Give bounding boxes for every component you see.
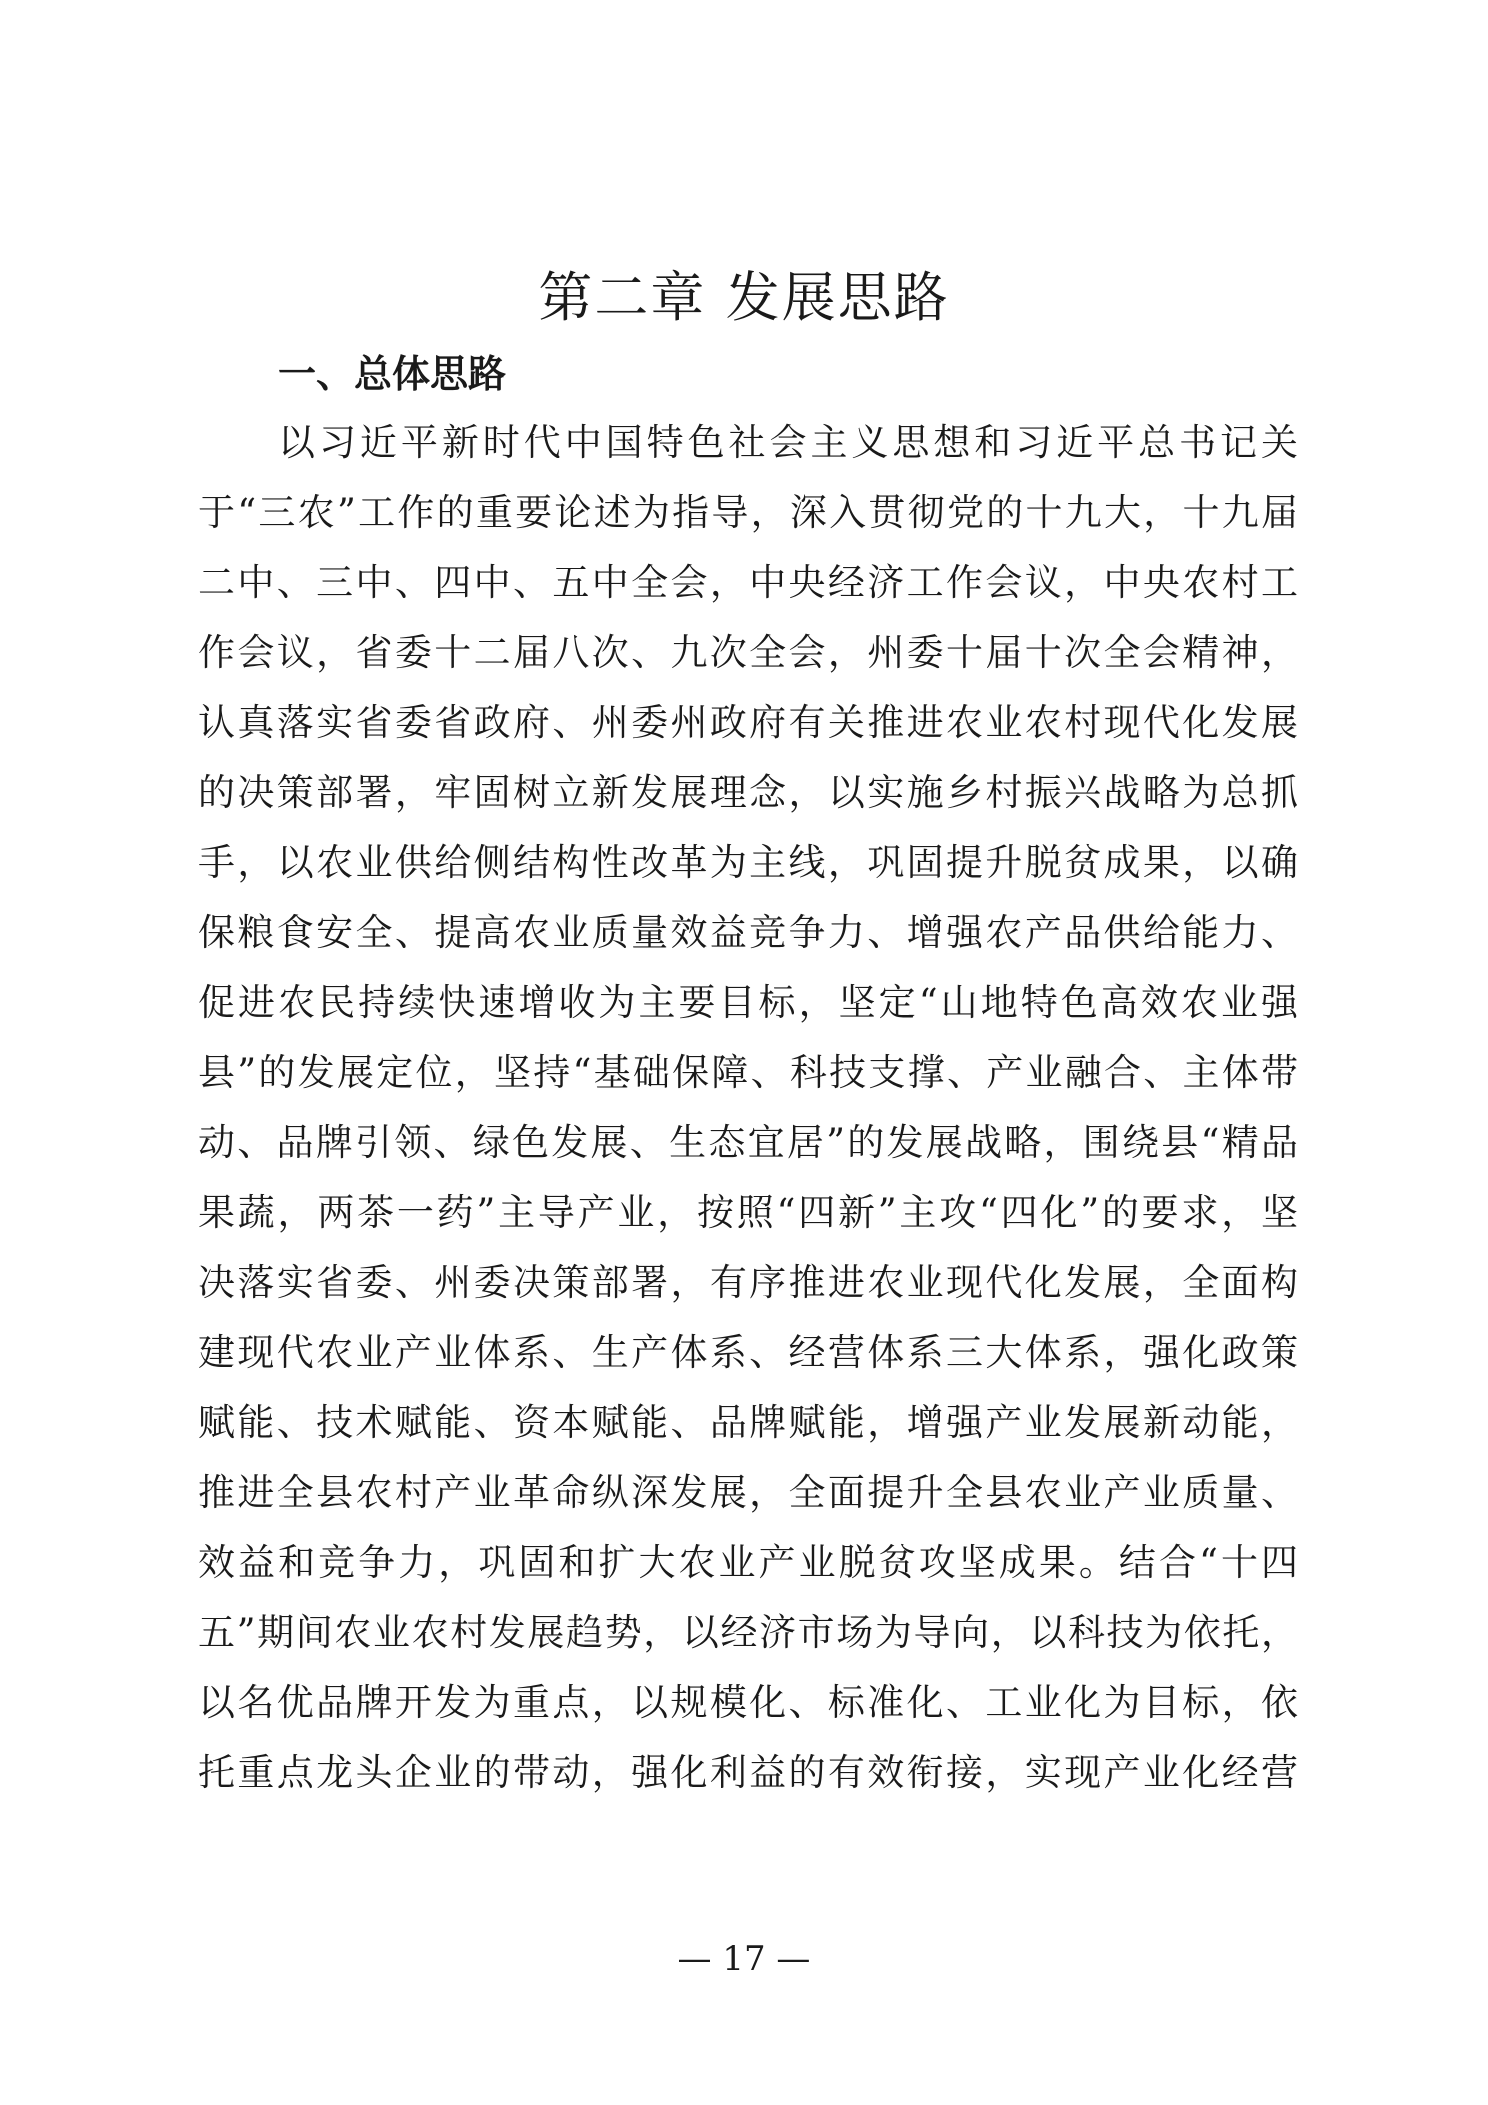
- paragraph-line: 的决策部署，牢固树立新发展理念，以实施乡村振兴战略为总抓: [198, 771, 1298, 814]
- paragraph-line: 手，以农业供给侧结构性改革为主线，巩固提升脱贫成果，以确: [198, 841, 1298, 884]
- page-number: — 17 —: [677, 1939, 811, 1979]
- paragraph-line: 推进全县农村产业革命纵深发展，全面提升全县农业产业质量、: [198, 1471, 1298, 1514]
- paragraph-line: 以习近平新时代中国特色社会主义思想和习近平总书记关: [278, 421, 1298, 464]
- paragraph-line: 五”期间农业农村发展趋势，以经济市场为导向，以科技为依托，: [198, 1611, 1298, 1654]
- paragraph-line: 动、品牌引领、绿色发展、生态宜居”的发展战略，围绕县“精品: [198, 1121, 1298, 1164]
- paragraph-line: 县”的发展定位，坚持“基础保障、科技支撑、产业融合、主体带: [198, 1051, 1298, 1094]
- chapter-title: 第二章 发展思路: [538, 266, 950, 329]
- body-paragraph: [198, 408, 1298, 1808]
- paragraph-line: 效益和竞争力，巩固和扩大农业产业脱贫攻坚成果。结合“十四: [198, 1541, 1298, 1584]
- paragraph-line: 作会议，省委十二届八次、九次全会，州委十届十次全会精神，: [198, 631, 1298, 674]
- paragraph-line: 认真落实省委省政府、州委州政府有关推进农业农村现代化发展: [198, 701, 1298, 744]
- paragraph-line: 以名优品牌开发为重点，以规模化、标准化、工业化为目标，依: [198, 1681, 1298, 1724]
- paragraph-line: 建现代农业产业体系、生产体系、经营体系三大体系，强化政策: [198, 1331, 1298, 1374]
- paragraph-line: 二中、三中、四中、五中全会，中央经济工作会议，中央农村工: [198, 561, 1298, 604]
- paragraph-line: 促进农民持续快速增收为主要目标，坚定“山地特色高效农业强: [198, 981, 1298, 1024]
- paragraph-line: 保粮食安全、提高农业质量效益竞争力、增强农产品供给能力、: [198, 911, 1298, 954]
- paragraph-line: 果蔬，两茶一药”主导产业，按照“四新”主攻“四化”的要求，坚: [198, 1191, 1298, 1234]
- paragraph-line: 决落实省委、州委决策部署，有序推进农业现代化发展，全面构: [198, 1261, 1298, 1304]
- paragraph-line: 赋能、技术赋能、资本赋能、品牌赋能，增强产业发展新动能，: [198, 1401, 1298, 1444]
- paragraph-line: 于“三农”工作的重要论述为指导，深入贯彻党的十九大，十九届: [198, 491, 1298, 534]
- paragraph-line: 托重点龙头企业的带动，强化利益的有效衔接，实现产业化经营: [198, 1751, 1298, 1794]
- section-heading: 一、总体思路: [278, 352, 507, 396]
